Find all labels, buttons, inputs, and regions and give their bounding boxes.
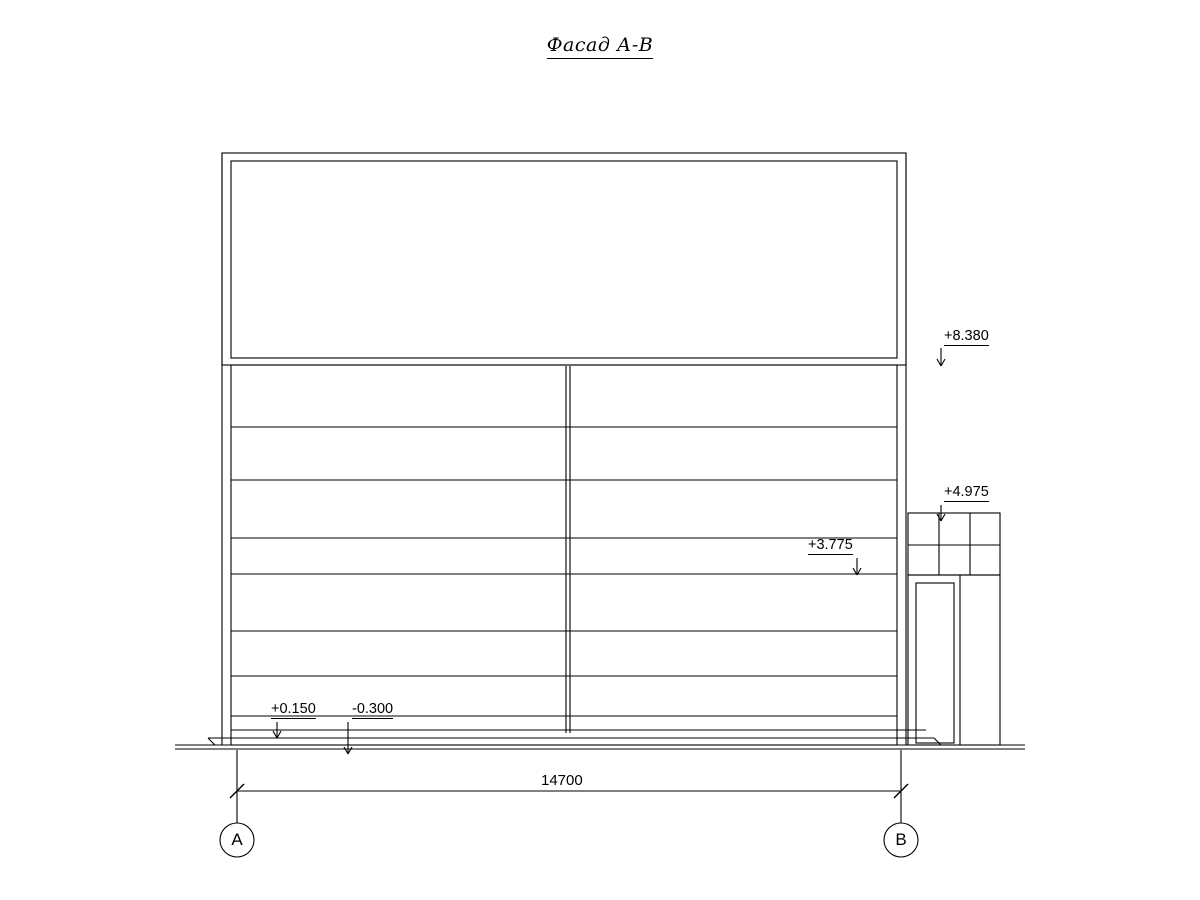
facade-vertical-mullion [566, 366, 570, 733]
upper-volume [222, 153, 906, 365]
main-facade-body [222, 153, 906, 745]
level-label-4975: +4.975 [944, 484, 989, 500]
right-annex-block [908, 513, 1000, 745]
level-label-0150: +0.150 [271, 701, 316, 717]
dimension-label-overall-width: 14700 [541, 772, 583, 789]
axis-label-b: В [895, 830, 907, 849]
axis-bubbles [220, 812, 918, 857]
level-label-minus-0300: -0.300 [352, 701, 394, 717]
level-label-8380: +8.380 [944, 328, 989, 344]
level-label-3775: +3.775 [808, 537, 853, 553]
axis-label-a: А [231, 830, 243, 849]
drawing-title-text: Фасад А-В [547, 34, 653, 59]
drawing-title [0, 34, 1200, 56]
facade-horizontal-joints [231, 427, 897, 716]
